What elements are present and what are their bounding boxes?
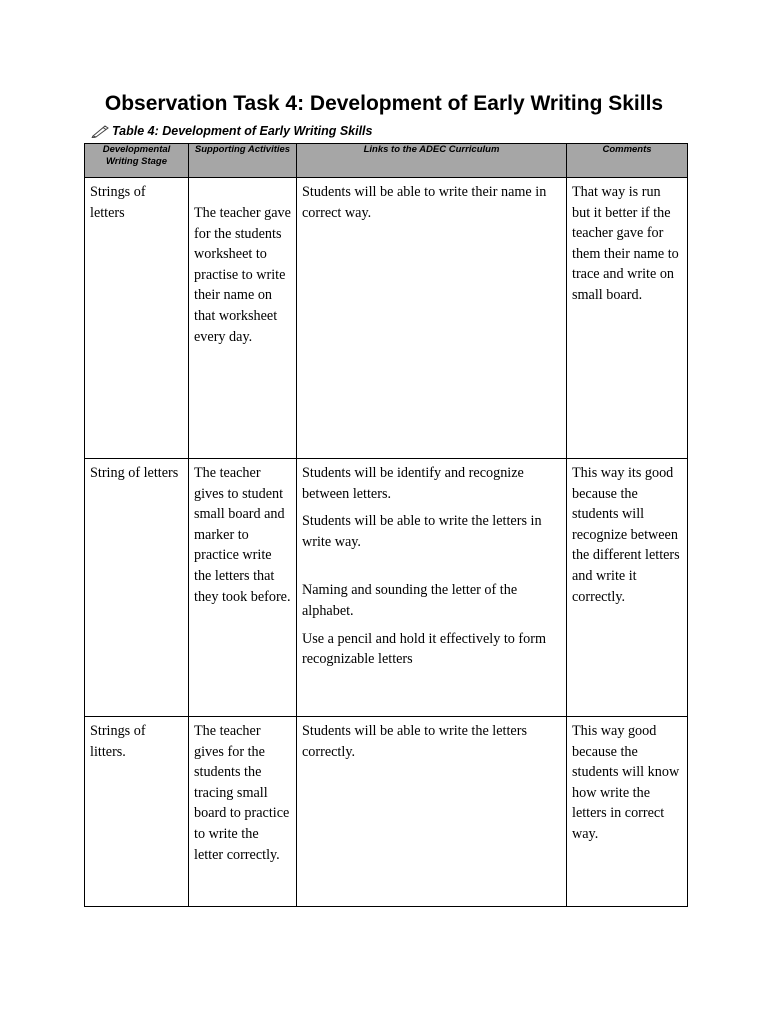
stage-cell: String of letters [85,459,189,717]
table-caption-text: Table 4: Development of Early Writing Skills [112,124,373,138]
curriculum-cell [297,178,567,459]
curriculum-cell [297,459,567,717]
header-curriculum: Links to the ADEC Curriculum [297,144,567,178]
header-activities: Supporting Activities [189,144,297,178]
curriculum-link: Students will be able to write their name in correct way. [302,184,547,221]
curriculum-link: Use a pencil and hold it effectively to form recognizable letters [302,630,546,668]
comment-cell: This way its good because the students will recognize between the different letters and write it correctly. [567,459,688,717]
page-title: Observation Task 4: Development of Early Writing Skills [104,92,664,115]
table-caption [90,124,372,138]
curriculum-link: Students will be able to write the letters correctly. [302,723,527,760]
curriculum-link: Students will be identify and recognize between letters. [302,465,524,502]
table-header-row [85,144,688,178]
curriculum-link: Naming and sounding the letter of the alphabet. [302,582,518,619]
curriculum-cell [297,717,567,907]
comment-cell: That way is run but it better if the teacher gave for them their name to trace and write on small board. [567,178,688,459]
header-stage: Developmental Writing Stage [85,144,189,178]
table-row [85,459,688,717]
activity-cell [189,178,297,459]
table-row [85,178,688,459]
stage-cell: Strings of litters. [85,717,189,907]
pencil-icon [90,124,110,138]
stage-cell: Strings of letters [85,178,189,459]
writing-skills-table [84,143,688,907]
activity-cell: The teacher gives for the students the tracing small board to practice to write the letter correctly. [189,717,297,907]
table-row [85,717,688,907]
activity-cell: The teacher gives to student small board and marker to practice write the letters that they took before. [189,459,297,717]
header-comments: Comments [567,144,688,178]
comment-cell: This way good because the students will know how write the letters in correct way. [567,717,688,907]
activity-text: The teacher gave for the students worksheet to practise to write their name on that worksheet every day. [194,205,291,345]
curriculum-link: Students will be able to write the letters in write way. [302,513,542,550]
